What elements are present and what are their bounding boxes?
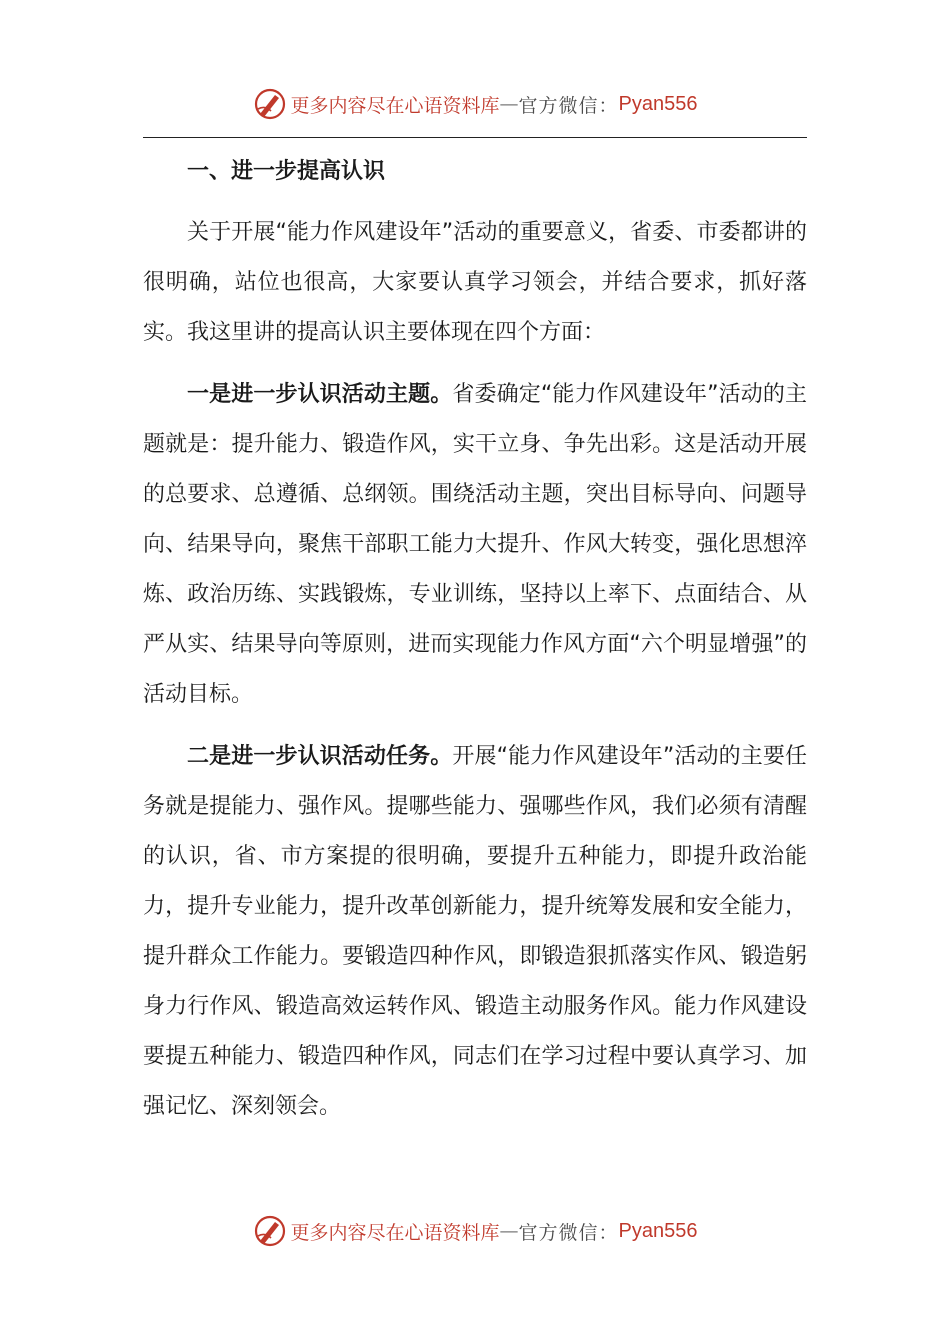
pen-circle-logo-icon <box>253 1214 287 1248</box>
banner-main-text: 更多内容尽在心语资料库 <box>290 1221 500 1244</box>
paragraph-lead: 二是进一步认识活动任务。 <box>187 744 453 769</box>
banner-main-text: 更多内容尽在心语资料库 <box>290 94 500 117</box>
paragraph-text: 省委确定“能力作风建设年”活动的主题就是：提升能力、锻造作风，实干立身、争先出彩。这是活动开展的总要求、总遵循、总纲领。围绕活动主题，突出目标导向、问题导向、结果导向，聚焦干部职工能力大提升、作风大转变，强化思想淬炼、政治历练、实践锻炼，专业训练，坚持以上率下、点面结合、从严从实、结果导向等原则，进而实现能力作风方面“六个明显增强”的活动目标。 <box>143 382 807 707</box>
paragraph-intro <box>143 208 807 358</box>
header-divider <box>143 137 807 138</box>
paragraph-text: 开展“能力作风建设年”活动的主要任务就是提能力、强作风。提哪些能力、强哪些作风，我们必须有清醒的认识，省、市方案提的很明确，要提升五种能力，即提升政治能力，提升专业能力，提升改革创新能力，提升统筹发展和安全能力，提升群众工作能力。要锻造四种作风，即锻造狠抓落实作风、锻造躬身力行作风、锻造高效运转作风、锻造主动服务作风。能力作风建设要提五种能力、锻造四种作风，同志们在学习过程中要认真学习、加强记忆、深刻领会。 <box>143 744 807 1119</box>
paragraph-lead: 一是进一步认识活动主题。 <box>187 382 453 407</box>
paragraph-theme <box>143 370 807 720</box>
pen-circle-logo-icon <box>253 87 287 121</box>
document-body <box>143 150 807 1132</box>
footer-banner <box>0 1211 950 1251</box>
paragraph-text: 关于开展“能力作风建设年”活动的重要意义，省委、市委都讲的很明确，站位也很高，大家要认真学习领会，并结合要求，抓好落实。我这里讲的提高认识主要体现在四个方面： <box>143 220 807 345</box>
banner-official-label: 官方微信： <box>518 94 619 117</box>
banner-wechat-id: Pyan556 <box>618 92 698 115</box>
header-banner <box>0 84 950 124</box>
banner-wechat-id: Pyan556 <box>618 1219 698 1242</box>
banner-dash: — <box>499 93 519 115</box>
paragraph-task <box>143 732 807 1132</box>
banner-official-label: 官方微信： <box>518 1221 619 1244</box>
section-heading: 一、进一步提高认识 <box>187 159 386 184</box>
banner-dash: — <box>499 1220 519 1242</box>
